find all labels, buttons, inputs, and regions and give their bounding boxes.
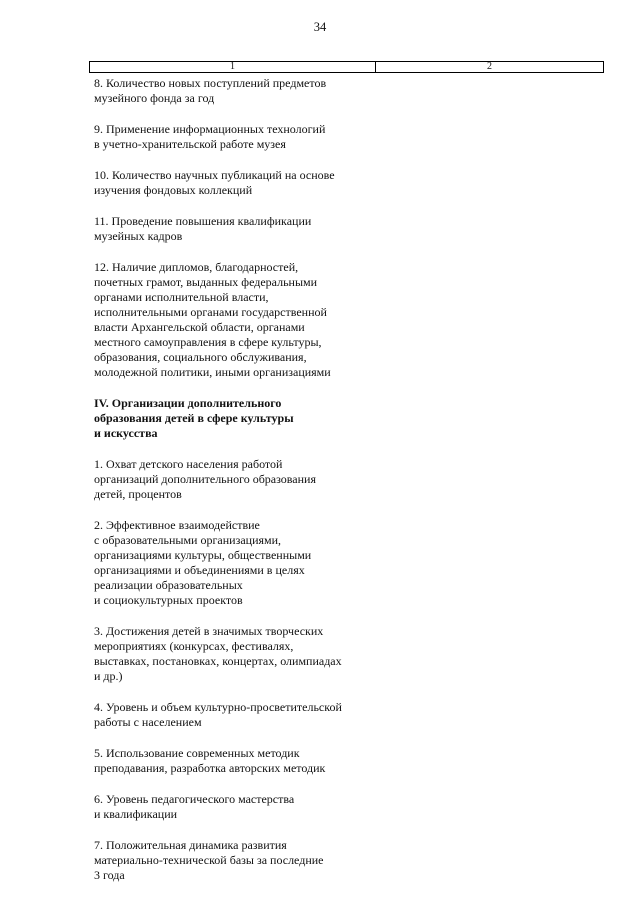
table-header xyxy=(89,61,604,73)
criterion-item: 6. Уровень педагогического мастерства и квалификации xyxy=(94,792,295,821)
section-heading: IV. Организации дополнительного образования детей в сфере культуры и искусства xyxy=(94,396,294,440)
criterion-item: 7. Положительная динамика развития материально-технической базы за последние 3 года xyxy=(94,838,324,882)
criterion-item: 10. Количество научных публикаций на основе изучения фондовых коллекций xyxy=(94,168,335,197)
criteria-list xyxy=(94,76,379,899)
table-header-col-1: 1 xyxy=(90,62,376,72)
criterion-item: 11. Проведение повышения квалификации музейных кадров xyxy=(94,214,312,243)
criterion-item: 4. Уровень и объем культурно-просветительской работы с населением xyxy=(94,700,342,729)
table-header-col-2: 2 xyxy=(487,61,492,72)
criterion-item: 3. Достижения детей в значимых творческих мероприятиях (конкурсах, фестивалях, выставках, постановках, концертах, олимпиадах и др.) xyxy=(94,624,342,683)
criterion-item: 2. Эффективное взаимодействие с образовательными организациями, организациями культуры, общественными организациями и объединениями в целях реализации образовательных и социокультурных проектов xyxy=(94,518,312,607)
criterion-item: 9. Применение информационных технологий в учетно-хранительской работе музея xyxy=(94,122,326,151)
criterion-item: 8. Количество новых поступлений предметов музейного фонда за год xyxy=(94,76,327,105)
criterion-item: 12. Наличие дипломов, благодарностей, почетных грамот, выданных федеральными органами исполнительной власти, исполнительными органами государственной власти Архангельской области, органами местного самоуправления в сфере культуры, образования, социального обслуживания, молодежной политики, иными организациями xyxy=(94,260,331,379)
criterion-item: 1. Охват детского населения работой организаций дополнительного образования детей, процентов xyxy=(94,457,316,501)
page-number: 34 xyxy=(313,20,327,34)
criterion-item: 5. Использование современных методик преподавания, разработка авторских методик xyxy=(94,746,326,775)
